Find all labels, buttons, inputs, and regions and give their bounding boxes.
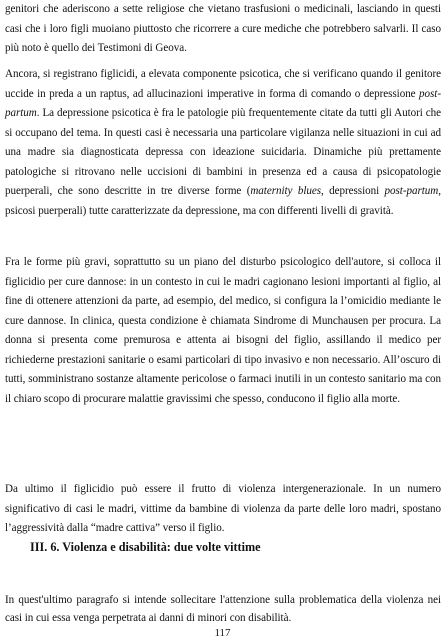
paragraph-munchausen <box>5 253 441 409</box>
paragraph-psychotic-filicide <box>5 65 441 221</box>
page-number: 117 <box>214 627 231 639</box>
italic-term: post-partum <box>5 87 441 119</box>
paragraph-text: , psicosi puerperali) tutte caratterizzate da depressione, ma con differenti livelli di gravità. <box>5 185 441 217</box>
italic-term: maternity blues <box>250 185 321 197</box>
paragraph-text: Ancora, si registrano figlicidi, a elevata componente psicotica, che si verificano quando il genitore uccide in preda a un raptus, ad allucinazioni imperative in forma di comando o depressione <box>5 68 441 100</box>
paragraph-text: , depressioni <box>321 185 385 197</box>
italic-term: post-partum <box>384 185 439 197</box>
paragraph-text: Da ultimo il figlicidio può essere il frutto di violenza intergenerazionale. In un numero significativo di casi le madri, vittime da bambine di violenza da parte delle loro madri, spostano l’aggressività dalla “madre cattiva” verso il figlio. <box>5 483 441 534</box>
paragraph-text: Fra le forme più gravi, soprattutto su un piano del disturbo psicologico dell'autore, si colloca il figlicidio per cure dannose: in un contesto in cui le madri cagionano lesioni importanti al figlio, al fine di ottenere attenzioni da parte, ad esempio, del medico, si configura la l’omicidio mediante le cure dannose. In clinica, questa condizione è chiamata Sindrome di Munchausen per procura. La donna si presenta come premurosa e attenta ai bisogni del figlio, assillando il medico per richiederne prestazioni sanitarie o esami particolari di tipo invasivo e non necessario. All’oscuro di tutti, somministrano sostanze altamente pericolose o farmaci inutili in un contesto sanitario ma con il chiaro scopo di procurare malattie gravissimi che spesso, conducono il figlio alla morte. <box>5 256 441 405</box>
paragraph-intergenerational <box>5 480 441 539</box>
paragraph-text: . La depressione psicotica è fra le patologie più frequentemente citate da tutti gli Autori che si occupano del tema. In questi casi è necessaria una particolare vigilanza nelle situazioni in cui ad una madre sia diagnosticata depressa con ideazione suicidaria. Dinamiche più prettamente patologiche si ritrovano nelle uccisioni di bambini in presenza ed a causa di psicopatologie puerperali, che sono descritte in tre diverse forme ( <box>5 107 441 197</box>
paragraph-religious-sects <box>5 0 441 59</box>
paragraph-disability-intro <box>5 591 441 627</box>
paragraph-text: In quest'ultimo paragrafo si intende sollecitare l'attenzione sulla problematica della violenza nei casi in cui essa venga perpetrata ai danni di minori con disabilità. <box>5 594 441 624</box>
section-heading: III. 6. Violenza e disabilità: due volte vittime <box>30 540 261 554</box>
paragraph-text: genitori che aderiscono a sette religiose che vietano trasfusioni o medicinali, lasciando in questi casi che i loro figli muoiano piuttosto che ricorrere a cure mediche che potrebbero salvarli. Il caso più noto è quello dei Testimoni di Geova. <box>5 3 441 54</box>
